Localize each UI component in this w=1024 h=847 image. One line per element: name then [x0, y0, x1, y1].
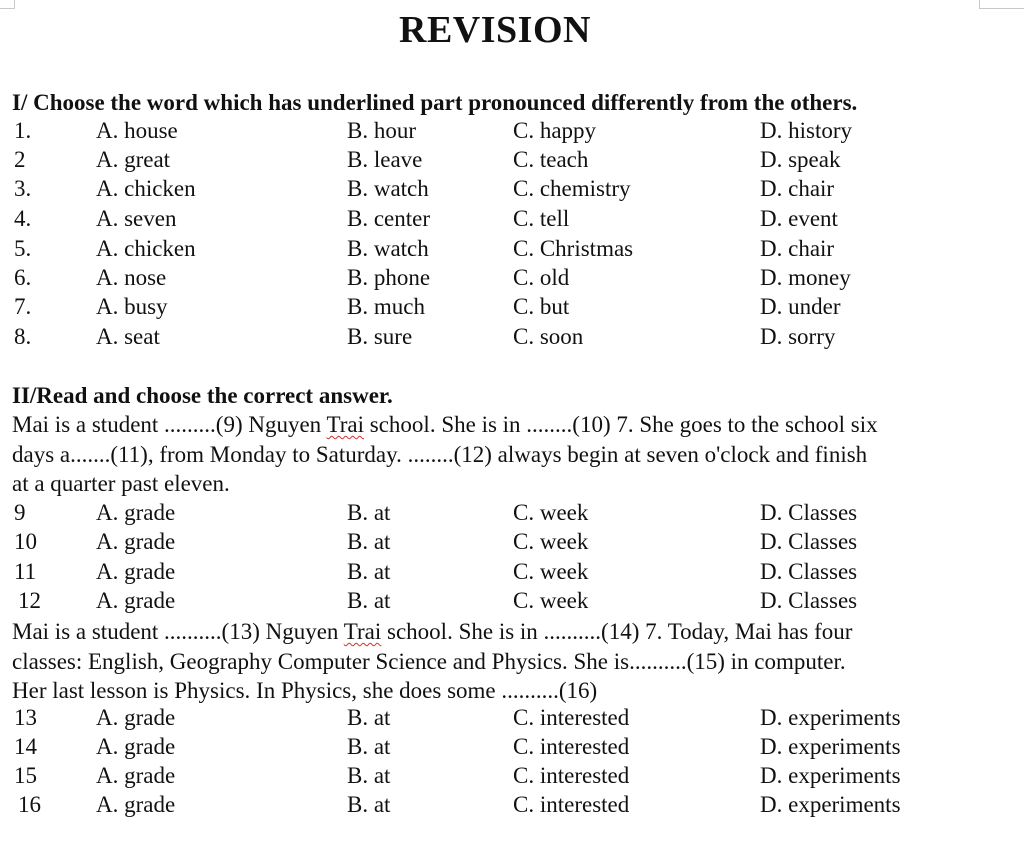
option-d: D. experiments [760, 763, 901, 788]
option-b: B. watch [347, 236, 429, 261]
passage-line: Her last lesson is Physics. In Physics, she does some ..........(16) [12, 678, 598, 703]
option-a: A. nose [96, 265, 167, 290]
question-number: 16 [18, 792, 41, 817]
question-row [14, 500, 994, 529]
section1-heading: I/ Choose the word which has underlined part pronounced differently from the others. [12, 90, 858, 115]
option-a: A. grade [96, 559, 176, 584]
question-row [14, 559, 994, 588]
question-row [14, 705, 994, 734]
option-d: D. chair [760, 176, 835, 201]
option-a: A. grade [96, 588, 176, 613]
question-row [14, 176, 994, 205]
option-b: B. phone [347, 265, 431, 290]
option-c: C. chemistry [513, 176, 631, 201]
question-row [14, 118, 994, 147]
question-number: 2 [14, 147, 26, 172]
option-d: D. Classes [760, 529, 858, 554]
question-number: 12 [18, 588, 41, 613]
option-d: D. Classes [760, 559, 858, 584]
question-row [14, 529, 994, 558]
option-a: A. seat [96, 324, 160, 349]
option-b: B. at [347, 500, 391, 525]
option-c: C. interested [513, 792, 630, 817]
option-a: A. grade [96, 734, 176, 759]
passage-line: classes: English, Geography Computer Science and Physics. She is..........(15) in computer. [12, 648, 846, 674]
option-d: D. experiments [760, 705, 901, 730]
option-d: D. Classes [760, 500, 858, 525]
option-c: C. week [513, 588, 589, 613]
reading-passage-1 [12, 410, 1002, 499]
option-b: B. at [347, 529, 391, 554]
option-a: A. seven [96, 206, 177, 231]
question-row [14, 588, 994, 617]
option-c: C. happy [513, 118, 597, 143]
option-b: B. at [347, 588, 391, 613]
option-d: D. experiments [760, 792, 901, 817]
option-a: A. house [96, 118, 178, 143]
option-b: B. watch [347, 176, 429, 201]
option-c: C. Christmas [513, 236, 634, 261]
option-a: A. busy [96, 294, 168, 319]
option-b: B. at [347, 763, 391, 788]
question-number: 9 [14, 500, 26, 525]
question-number: 10 [14, 529, 37, 554]
passage-text: Mai is a student ..........(13) Nguyen [12, 619, 344, 644]
option-b: B. center [347, 206, 431, 231]
option-c: C. tell [513, 206, 570, 231]
option-b: B. much [347, 294, 425, 319]
option-c: C. week [513, 529, 589, 554]
option-b: B. at [347, 792, 391, 817]
question-number: 7. [14, 294, 32, 319]
passage-line: days a.......(11), from Monday to Saturday. ........(12) always begin at seven o'clock and finish [12, 441, 868, 467]
question-number: 4. [14, 206, 32, 231]
option-a: A. great [96, 147, 171, 172]
question-row [14, 734, 994, 763]
option-c: C. soon [513, 324, 584, 349]
passage-line [12, 617, 1002, 647]
option-a: A. grade [96, 529, 176, 554]
question-row [14, 265, 994, 294]
passage-text: Mai is a student .........(9) Nguyen [12, 412, 327, 437]
option-c: C. but [513, 294, 570, 319]
option-d: D. money [760, 265, 851, 290]
option-b: B. at [347, 734, 391, 759]
option-a: A. grade [96, 500, 176, 525]
spellcheck-word: Trai [343, 619, 382, 644]
option-d: D. sorry [760, 324, 836, 349]
passage-line [12, 410, 1002, 440]
question-row [14, 147, 994, 176]
passage-text: school. She is in ..........(14) 7. Today, Mai has four [381, 619, 853, 644]
option-b: B. at [347, 705, 391, 730]
option-c: C. interested [513, 705, 630, 730]
option-c: C. week [513, 559, 589, 584]
question-number: 11 [14, 559, 37, 584]
option-d: D. chair [760, 236, 835, 261]
option-a: A. grade [96, 792, 176, 817]
question-row [14, 236, 994, 265]
option-c: C. old [513, 265, 570, 290]
page-title: REVISION [399, 9, 591, 51]
question-number: 13 [14, 705, 37, 730]
question-row [14, 294, 994, 323]
question-row [14, 763, 994, 792]
option-c: C. interested [513, 734, 630, 759]
question-row [14, 324, 994, 353]
question-number: 8. [14, 324, 32, 349]
option-a: A. chicken [96, 176, 196, 201]
option-b: B. leave [347, 147, 423, 172]
section2-heading: II/Read and choose the correct answer. [12, 383, 393, 408]
spellcheck-word: Trai [326, 412, 365, 437]
option-c: C. teach [513, 147, 589, 172]
option-d: D. experiments [760, 734, 901, 759]
option-b: B. sure [347, 324, 413, 349]
option-d: D. event [760, 206, 838, 231]
question-row [14, 792, 994, 821]
option-d: D. speak [760, 147, 841, 172]
option-d: D. Classes [760, 588, 858, 613]
question-number: 6. [14, 265, 32, 290]
option-a: A. grade [96, 705, 176, 730]
option-b: B. hour [347, 118, 416, 143]
question-number: 14 [14, 734, 37, 759]
option-c: C. week [513, 500, 589, 525]
passage-line: at a quarter past eleven. [12, 471, 230, 496]
passage-text: school. She is in ........(10) 7. She goes to the school six [364, 412, 878, 437]
question-number: 5. [14, 236, 32, 261]
option-d: D. under [760, 294, 841, 319]
reading-passage-2 [12, 617, 1002, 706]
question-row [14, 206, 994, 235]
option-b: B. at [347, 559, 391, 584]
option-c: C. interested [513, 763, 630, 788]
question-number: 3. [14, 176, 32, 201]
option-a: A. grade [96, 763, 176, 788]
option-a: A. chicken [96, 236, 196, 261]
option-d: D. history [760, 118, 852, 143]
question-number: 1. [14, 118, 32, 143]
question-number: 15 [14, 763, 37, 788]
